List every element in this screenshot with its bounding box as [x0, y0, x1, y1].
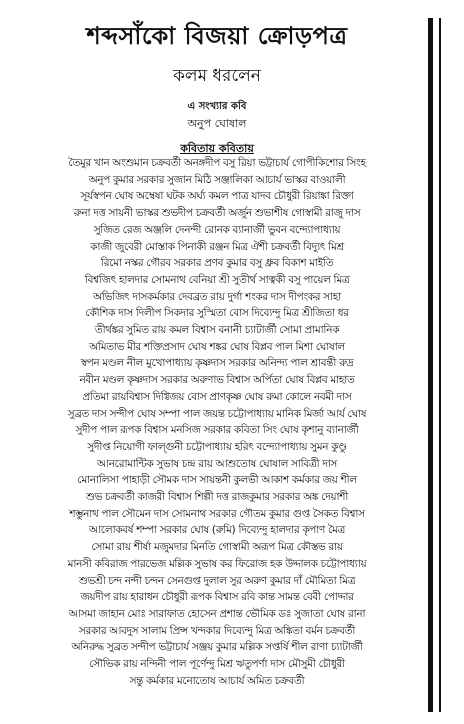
list-item: শম্ভুনাথ পাল সৌমেন দাস সোমনাথ সরকার গৌতম কুমার গুপ্ত সৈকত বিশ্বাস [69, 507, 365, 520]
list-item: মানসী কবিরাজ পারভেজ মল্লিক সুভাষ কর ফিরোজ হক উদ্দালক চট্টোপাধ্যায় [67, 557, 367, 570]
list-item: অভিজিৎ দাসকর্মকার দেবব্রত রায় দুর্গা শংকর দাস দীপংকর সাহা [93, 290, 341, 303]
list-item: আসমা জাহান মোঃ সারাফাত হোসেন প্রশান্ত ভৌমিক ডঃ সুজাতা ঘোষ রানা [68, 607, 366, 620]
poet-name: অনুপ ঘোষাল [187, 117, 247, 130]
list-item: নবীন মণ্ডল কৃষ্ণদাস সরকার অরুণাভ বিশ্বাস অর্পিতা ঘোষ বিপ্লব মাহাত [79, 374, 355, 387]
list-item: আলোকবর্ষ শম্পা সরকার ঘোষ (রুমি) দিব্যেন্দু হালদার কৃপাণ মৈত্র [89, 524, 345, 537]
vertical-rule-thin [439, 18, 441, 712]
list-item: শুভ চক্রবর্তী কাজরী বিশ্বাস শিল্পী দত্ত রাজকুমার সরকার অঙ্ক দেয়াশী [85, 491, 349, 504]
vertical-rule-thick [428, 18, 433, 712]
list-item: সরকার আবদুস সালাম প্রিন্স খন্দকার দিব্যেন্দু মিত্র অঙ্কিতা বর্মন চক্রবর্তী [78, 624, 356, 637]
list-item: সন্তু কর্মকার মনোতোষ আচার্য অমিত চক্রবর্তী [129, 674, 305, 687]
list-item: সোমা রায় শীর্ষা মজুমদার মিনতি গোস্বামী অরূপ মিত্র কৌস্তভ রায় [91, 541, 343, 554]
list-item: অমিতাভ মীর শক্তিপ্রসাদ ঘোষ শঙ্কর ঘোষ বিপ্লব পাল মিশা ঘোষাল [89, 340, 345, 353]
page-title: শব্দসাঁকো বিজয়া ক্রোড়পত্র [86, 21, 348, 50]
section-heading: কবিতায় কবিতায় [180, 142, 254, 155]
list-item: স্বপন মণ্ডল নীল মুখোপাধ্যায় কৃষ্ণদাস সরকার অনিন্দ্য পাল শ্রাবন্তী রুদ্র [80, 357, 354, 370]
list-item: কৌশিক দাস দিলীপ সিকদার সুস্মিতা বোস দিব্যেন্দু মিত্র শ্রীজিতা ধর [85, 307, 349, 320]
list-item: তীর্থঙ্কর সুমিত রায় কমল বিশ্বাস বনানী চ্যাটার্জী সোমা প্রামানিক [94, 324, 340, 337]
contributor-list [10, 155, 424, 690]
list-item: তৈমুর খান অংশুমান চক্রবর্তী অনঙ্গদীপ বসু রিয়া ভট্টাচার্য গোপীকিশোর সিংহ [68, 157, 366, 169]
list-item: অনুপ কুমার সরকার সুজান মিঠি সঞ্জালিকা আচার্য ভাস্কর বাওয়ালী [88, 173, 346, 186]
list-item: সুব্রত দাস সন্দীপ ঘোষ সম্পা পাল জয়ন্ত চট্টোপাধ্যায় মানিক মির্জা আর্য ঘোষ [67, 407, 367, 420]
list-item: সুদীপ পাল রূপক বিশ্বাস মনসিজ সরকার কবিতা সিং ঘোষ কৃশানু ব্যানার্জী [75, 424, 359, 437]
list-item: বিশ্বজিৎ হালদার সোমনাথ বেনিয়া শ্রী সুতীর্থ সাত্বকী বসু পায়েল মিত্র [84, 273, 350, 286]
list-item: অনিরুদ্ধ সুব্রত সন্দীপ ভট্টাচার্য সঞ্জয় কুমার মল্লিক সপ্তর্ষি শীল রাণা চ্যাটার্জী [71, 641, 363, 654]
list-item: প্রতিমা রায়বিশ্বাস দিগ্বিজয় বোস প্রাণকৃষ্ণ ঘোষ রুমা কোলে নবমী দাস [82, 390, 352, 403]
list-item: শুভশ্রী চন্দ নন্দী চন্দন সেনগুপ্ত দুলাল সুর অরুণ কুমার দাঁ মৌমিতা মিত্র [78, 574, 356, 587]
list-item: সুদীপ্ত নিয়োগী ফাল্গুনী চট্টোপাধ্যায় হরিৎ বন্দ্যোপাধ্যায় সুমন কুণ্ডু [87, 440, 347, 453]
list-item: আনরোমান্টিক সুভাষ চন্দ্র রায় আশুতোষ ঘোষাল সাবিত্রী দাস [97, 457, 337, 470]
list-item: সূর্যস্বপন ঘোষ অম্বেষা ঘটক অর্ঘ্য কমল পাত্র যাদব চৌধুরী রিয়াঙ্কা রিক্তা [80, 190, 354, 203]
issue-label: এ সংখ্যার কবি [187, 101, 247, 112]
list-item: মোনালিসা পাহাড়ী সৌমক দাস সায়ন্তনী কুলভী আকাশ কর্মকার জয় শীল [77, 474, 357, 487]
list-item: কাজী জুবেরী মোস্তাক পিনাকী রঞ্জন মিত্র ঐশী চক্রবর্তী বিদ্যুৎ মিশ্র [90, 240, 344, 253]
list-item: জয়দীপ রায় হারাধন চৌধুরী রূপক বিশ্বাস রবি কান্ত সামন্ত বেবী পোদ্দার [80, 591, 354, 604]
list-item: সৌভিক রায় নন্দিনী পাল পূর্ণেন্দু মিশ্র ঋতুপর্ণা দাস মৌসুমী চৌধুরী [89, 658, 345, 671]
list-item: সুজিত রেজ অঞ্জলি দেনন্দী রোনক ব্যানার্জী ভুবন বন্দ্যোপাধ্যায় [93, 223, 341, 236]
list-item: রিমো নস্কর গৌরব সরকার প্রণব কুমার বসু ধ্রুব বিকাশ মাইতি [100, 257, 334, 270]
list-item: রুনা দত্ত সায়নী ভাস্কর শুভদীপ চক্রবর্তী অর্জুন শুভাশীষ গোস্বামী রাজু দাস [73, 207, 361, 220]
subtitle: কলম ধরলেন [173, 66, 261, 86]
